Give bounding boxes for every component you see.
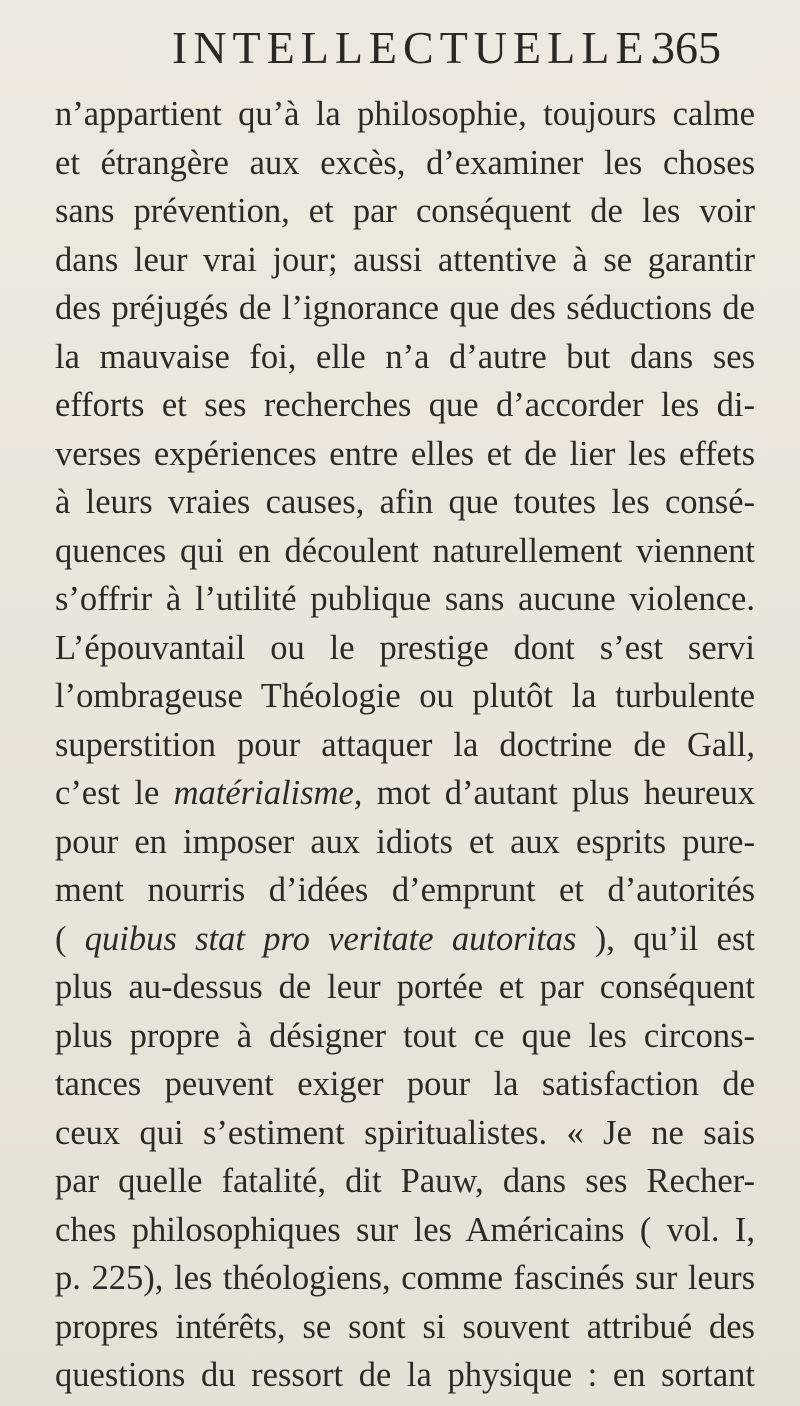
text-line [55,527,755,576]
text-line [55,1206,755,1255]
text-segment: verses expériences entre elles et de lier les effets [55,434,755,473]
text-segment: à leurs vraies causes, afin que toutes les consé- [55,483,755,521]
text-segment: sans prévention, et par conséquent de les voir [55,192,755,230]
text-segment: pour en imposer aux idiots et aux esprits pure- [55,822,755,861]
text-line [55,866,755,915]
text-line [55,90,755,139]
text-segment: et étrangère aux excès, d’examiner les choses [55,143,755,182]
text-line [55,818,755,867]
text-line [55,1303,755,1352]
text-segment: p. 225), les théologiens, comme fascinés sur leurs [55,1259,755,1297]
text-line [55,1351,755,1400]
text-segment: c’est le [55,774,174,812]
text-segment: par quelle fatalité, dit Pauw, dans ses Recher- [55,1162,755,1200]
text-line [55,721,755,770]
text-segment: la mauvaise foi, elle n’a d’autre but dans ses [55,337,755,376]
text-segment: plus au-dessus de leur portée et par conséquent [55,968,755,1006]
text-segment: plus propre à désigner tout ce que les circons- [55,1016,755,1055]
text-line [55,1254,755,1303]
text-segment: ment nourris d’idées d’emprunt et d’autorités [55,871,755,909]
page-number: 365 [652,22,721,73]
text-segment: ( [55,919,85,958]
text-segment: ches philosophiques sur les Américains ( vol. I, [55,1210,755,1249]
running-head [0,18,800,78]
text-line [55,575,755,624]
text-segment: L’épouvantail ou le prestige dont s’est servi [55,628,755,667]
text-line [55,187,755,236]
text-line [55,284,755,333]
text-segment: propres intérêts, se sont si souvent attribué des [55,1307,755,1346]
text-line [55,1109,755,1158]
running-head-title: INTELLECTUELLE. [172,22,667,73]
text-segment: dans leur vrai jour; aussi attentive à se garantir [55,240,755,279]
text-line [55,624,755,673]
text-segment: l’ombrageuse Théologie ou plutôt la turbulente [55,677,755,715]
text-segment: efforts et ses recherches que d’accorder les di- [55,386,755,424]
text-segment: quences qui en découlent naturellement viennent [55,531,755,570]
text-line [55,769,755,818]
text-segment: s’offrir à l’utilité publique sans aucune violence. [55,580,755,618]
text-line [55,963,755,1012]
text-line [55,430,755,479]
text-line [55,139,755,188]
text-line [55,1157,755,1206]
text-segment: mot d’autant plus heureux [362,774,755,812]
text-segment: ), qu’il est [576,919,755,958]
text-segment: superstition pour attaquer la doctrine de Gall, [55,725,755,764]
text-segment: questions du ressort de la physique : en sortant [55,1356,755,1394]
text-line [55,478,755,527]
text-segment: n’appartient qu’à la philosophie, toujours calme [55,95,755,133]
italic-text: matérialisme, [173,774,363,812]
text-line [55,1060,755,1109]
text-line [55,333,755,382]
text-line [55,236,755,285]
text-line [55,381,755,430]
text-segment: tances peuvent exiger pour la satisfaction de [55,1065,755,1103]
text-line [55,915,755,964]
italic-text: quibus stat pro veritate autoritas [84,919,577,958]
text-line [55,1012,755,1061]
text-segment: des préjugés de l’ignorance que des séductions de [55,289,755,327]
text-line [55,672,755,721]
body-text [55,90,755,1400]
text-segment: ceux qui s’estiment spiritualistes. « Je ne sais [55,1113,755,1152]
